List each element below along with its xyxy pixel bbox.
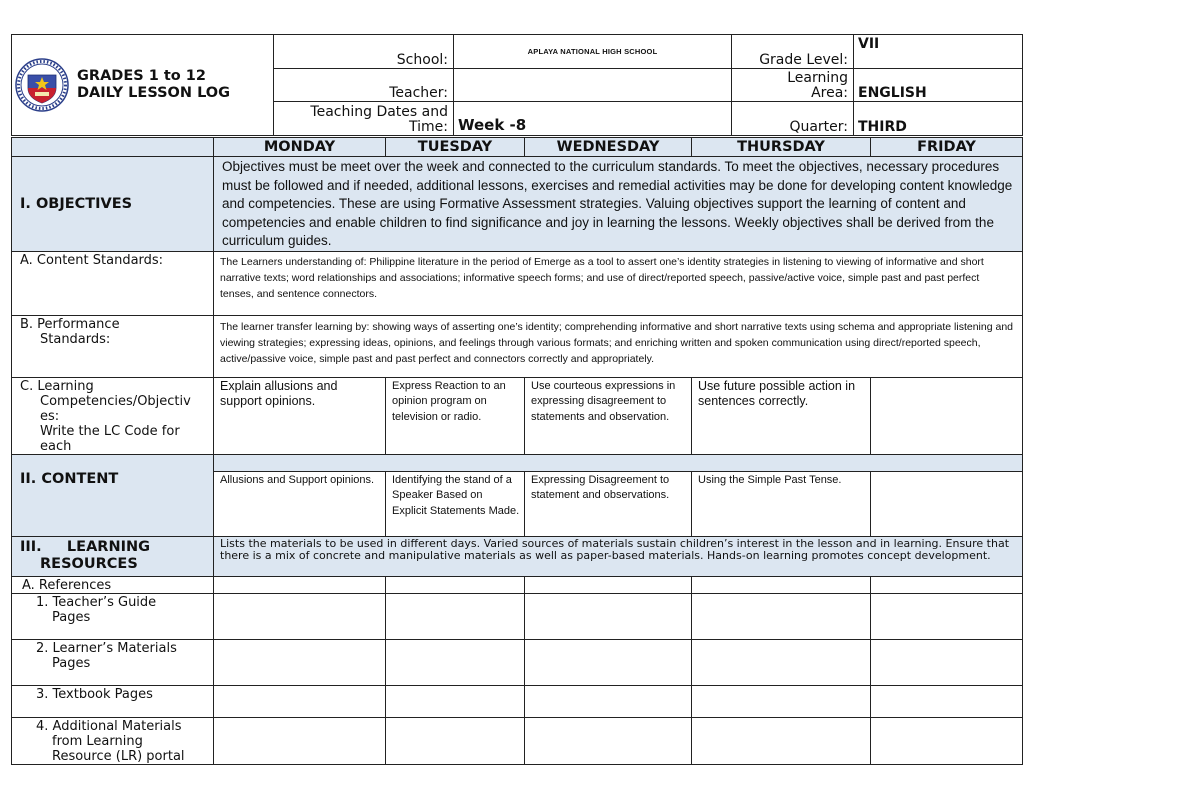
content-monday[interactable]: Allusions and Support opinions.	[214, 471, 386, 536]
competencies-label-line-2: Competencies/Objectiv	[40, 393, 191, 409]
learning-resources-heading-line-2: RESOURCES	[40, 555, 138, 572]
school-label: School:	[274, 35, 454, 69]
learners-materials-tuesday[interactable]	[386, 639, 525, 685]
textbook-pages-monday[interactable]	[214, 685, 386, 717]
performance-standards-label-line-2: Standards:	[40, 331, 111, 347]
additional-materials-label-line-1: 4. Additional Materials	[36, 718, 182, 734]
competencies-label	[12, 377, 214, 454]
references-monday[interactable]	[214, 576, 386, 593]
teachers-guide-tuesday[interactable]	[386, 593, 525, 639]
header-table	[11, 34, 1023, 136]
lesson-log-table	[11, 137, 1023, 765]
learning-area-label-line-1: Learning	[787, 70, 848, 86]
teachers-guide-label	[12, 593, 214, 639]
learning-area-label	[732, 69, 854, 102]
corner-cell	[12, 138, 214, 157]
competencies-label-line-4: Write the LC Code for	[40, 423, 180, 439]
content-shaded-strip	[214, 454, 1023, 471]
content-friday[interactable]	[871, 471, 1023, 536]
learners-materials-label-line-2: Pages	[52, 655, 91, 671]
textbook-pages-label-text: 3. Textbook Pages	[36, 686, 153, 702]
day-header-thursday: THURSDAY	[692, 138, 871, 157]
content-thursday[interactable]: Using the Simple Past Tense.	[692, 471, 871, 536]
header-title-line-1: GRADES 1 to 12	[77, 68, 206, 84]
grade-level-value[interactable]: VII	[854, 35, 1023, 69]
references-friday[interactable]	[871, 576, 1023, 593]
competencies-label-line-5: each	[40, 438, 72, 454]
header-logo-cell	[12, 35, 274, 136]
textbook-pages-thursday[interactable]	[692, 685, 871, 717]
references-thursday[interactable]	[692, 576, 871, 593]
competency-monday[interactable]: Explain allusions and support opinions.	[214, 377, 386, 454]
competency-tuesday[interactable]: Express Reaction to an opinion program on television or radio.	[386, 377, 525, 454]
teaching-dates-label	[274, 102, 454, 136]
learners-materials-thursday[interactable]	[692, 639, 871, 685]
textbook-pages-wednesday[interactable]	[525, 685, 692, 717]
learning-area-value[interactable]: ENGLISH	[854, 69, 1023, 102]
day-header-tuesday: TUESDAY	[386, 138, 525, 157]
content-tuesday[interactable]: Identifying the stand of a Speaker Based on Explicit Statements Made.	[386, 471, 525, 536]
learners-materials-monday[interactable]	[214, 639, 386, 685]
additional-materials-label-line-2: from Learning	[52, 733, 143, 749]
additional-materials-label	[12, 717, 214, 764]
competency-wednesday[interactable]: Use courteous expressions in expressing disagreement to statements and observation.	[525, 377, 692, 454]
teaching-dates-value[interactable]: Week -8	[454, 102, 732, 136]
performance-standards-label-line-1: B. Performance	[20, 316, 120, 332]
learning-resources-heading-line-1: III. LEARNING	[20, 538, 151, 555]
teachers-guide-wednesday[interactable]	[525, 593, 692, 639]
content-heading: II. CONTENT	[12, 454, 214, 536]
performance-standards-text[interactable]: The learner transfer learning by: showing ways of asserting one’s identity; comprehending informative and short narrative texts using schema and appropriate listening and viewing strategies; expressing ideas, opinions, and feelings through various formats; and enriching written and spoken communication using direct/reported speech, active/passive voice, simple past and past perfect and connectors correctly and appropriately.	[214, 315, 1023, 377]
additional-materials-wednesday[interactable]	[525, 717, 692, 764]
textbook-pages-friday[interactable]	[871, 685, 1023, 717]
quarter-label: Quarter:	[732, 102, 854, 136]
grade-level-label: Grade Level:	[732, 35, 854, 69]
teachers-guide-label-line-1: 1. Teacher’s Guide	[36, 594, 157, 610]
teachers-guide-thursday[interactable]	[692, 593, 871, 639]
learners-materials-wednesday[interactable]	[525, 639, 692, 685]
references-tuesday[interactable]	[386, 576, 525, 593]
teacher-value[interactable]	[454, 69, 732, 102]
teaching-dates-label-line-2: Time:	[409, 119, 448, 135]
additional-materials-tuesday[interactable]	[386, 717, 525, 764]
content-standards-text[interactable]: The Learners understanding of: Philippine literature in the period of Emerge as a tool to assert one’s identity strategies in listening to viewing of informative and short narrative texts; word relationships and associations; informative speech forms; and use of direct/reported speech, passive/active voice, simple past and past perfect tenses, and sentence connectors.	[214, 251, 1023, 315]
learners-materials-label	[12, 639, 214, 685]
textbook-pages-tuesday[interactable]	[386, 685, 525, 717]
competencies-label-line-1: C. Learning	[20, 378, 94, 394]
teaching-dates-label-line-1: Teaching Dates and	[310, 104, 448, 120]
day-header-monday: MONDAY	[214, 138, 386, 157]
teachers-guide-monday[interactable]	[214, 593, 386, 639]
objectives-heading: I. OBJECTIVES	[12, 157, 214, 252]
day-header-friday: FRIDAY	[871, 138, 1023, 157]
competency-thursday[interactable]: Use future possible action in sentences correctly.	[692, 377, 871, 454]
school-value[interactable]: APLAYA NATIONAL HIGH SCHOOL	[454, 35, 732, 69]
references-label: A. References	[12, 576, 214, 593]
learning-resources-description: Lists the materials to be used in different days. Varied sources of materials sustain children’s interest in the lesson and in learning. Ensure that there is a mix of concrete and manipulative materials as well as paper-based materials. Hands-on learning promotes concept development.	[214, 536, 1023, 576]
performance-standards-label	[12, 315, 214, 377]
learners-materials-friday[interactable]	[871, 639, 1023, 685]
header-title-line-2: DAILY LESSON LOG	[77, 85, 231, 101]
content-standards-label: A. Content Standards:	[12, 251, 214, 315]
additional-materials-thursday[interactable]	[692, 717, 871, 764]
teachers-guide-label-line-2: Pages	[52, 609, 91, 625]
teacher-label: Teacher:	[274, 69, 454, 102]
competency-friday[interactable]	[871, 377, 1023, 454]
day-header-wednesday: WEDNESDAY	[525, 138, 692, 157]
additional-materials-friday[interactable]	[871, 717, 1023, 764]
references-wednesday[interactable]	[525, 576, 692, 593]
quarter-value[interactable]: THIRD	[854, 102, 1023, 136]
learning-resources-heading	[12, 536, 214, 576]
deped-seal-icon	[15, 58, 69, 112]
content-wednesday[interactable]: Expressing Disagreement to statement and observations.	[525, 471, 692, 536]
learning-area-label-line-2: Area:	[811, 85, 848, 101]
additional-materials-monday[interactable]	[214, 717, 386, 764]
additional-materials-label-line-3: Resource (LR) portal	[52, 748, 185, 764]
competencies-label-line-3: es:	[40, 408, 60, 424]
teachers-guide-friday[interactable]	[871, 593, 1023, 639]
learners-materials-label-line-1: 2. Learner’s Materials	[36, 640, 177, 656]
objectives-description: Objectives must be meet over the week and connected to the curriculum standards. To meet the objectives, necessary procedures must be followed and if needed, additional lessons, exercises and remedial activities may be done for developing content knowledge and competencies. These are using Formative Assessment strategies. Valuing objectives support the learning of content and competencies and enable children to find significance and joy in learning the lessons. Weekly objectives shall be derived from the curriculum guides.	[214, 157, 1023, 252]
textbook-pages-label	[12, 685, 214, 717]
